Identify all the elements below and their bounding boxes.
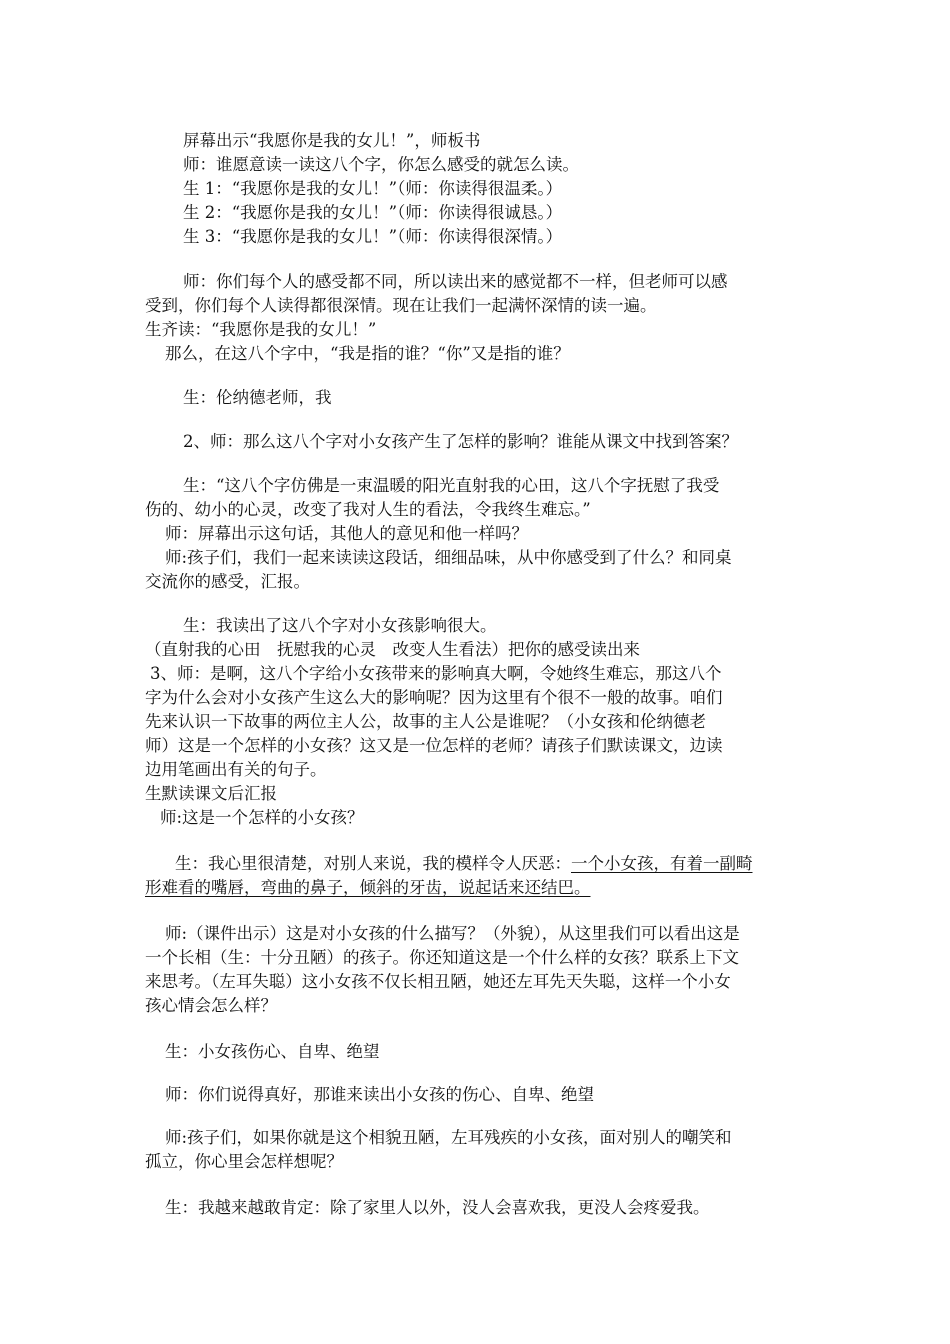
text-line: （直射我的心田 抚慰我的心灵 改变人生看法）把你的感受读出来: [145, 640, 640, 659]
text-line: 师:这是一个怎样的小女孩？: [160, 808, 364, 827]
text-line: 师:（课件出示）这是对小女孩的什么描写？（外貌），从这里我们可以看出这是: [165, 924, 740, 943]
text-line: 师：你们每个人的感受都不同，所以读出来的感觉都不一样，但老师可以感: [183, 272, 728, 291]
text-line: 3、师：是啊，这八个字给小女孩带来的影响真大啊，令她终生难忘，那这八个: [150, 664, 722, 683]
text-line: 边用笔画出有关的句子。: [145, 760, 327, 779]
text-line: 师）这是一个怎样的小女孩？这又是一位怎样的老师？请孩子们默读课文，边读: [145, 736, 723, 755]
text-line: 先来认识一下故事的两位主人公，故事的主人公是谁呢？（小女孩和伦纳德老: [145, 712, 706, 731]
text-line: 生：“这八个字仿佛是一束温暖的阳光直射我的心田，这八个字抚慰了我受: [183, 476, 720, 495]
text-line: 那么，在这八个字中，“我是指的谁？“你”又是指的谁？: [165, 344, 570, 363]
text-line: 生默读课文后汇报: [145, 784, 277, 803]
text-line: 字为什么会对小女孩产生这么大的影响呢？因为这里有个很不一般的故事。咱们: [145, 688, 723, 707]
text-line: 师：你们说得真好，那谁来读出小女孩的伤心、自卑、绝望: [165, 1085, 594, 1104]
text-line: 一个长相（生：十分丑陋）的孩子。你还知道这是一个什么样的女孩？联系上下文: [145, 948, 739, 967]
text-line: 生：我越来越敢肯定：除了家里人以外，没人会喜欢我，更没人会疼爱我。: [165, 1198, 710, 1217]
text-line: 师:孩子们，我们一起来读读这段话，细细品味，从中你感受到了什么？和同桌: [165, 548, 732, 567]
text-line: 生 2：“我愿你是我的女儿！”（师：你读得很诚恳。）: [183, 203, 563, 222]
text-line: 生齐读：“我愿你是我的女儿！”: [145, 320, 377, 339]
underlined-quote: 形难看的嘴唇，弯曲的鼻子，倾斜的牙齿，说起话来还结巴。: [145, 878, 591, 897]
text-line: 生：我读出了这八个字对小女孩影响很大。: [183, 616, 497, 635]
text-line: 孩心情会怎么样？: [145, 996, 277, 1015]
text-line: 生：小女孩伤心、自卑、绝望: [165, 1042, 380, 1061]
text-line: 生 3：“我愿你是我的女儿！”（师：你读得很深情。）: [183, 227, 563, 246]
text-line: 孤立，你心里会怎样想呢？: [145, 1152, 343, 1171]
text-line: [175, 852, 855, 876]
text-line: 师：屏幕出示这句话，其他人的意见和他一样吗？: [165, 524, 528, 543]
text-line: 生 1：“我愿你是我的女儿！”（师：你读得很温柔。）: [183, 179, 563, 198]
text-line: 受到，你们每个人读得都很深情。现在让我们一起满怀深情的读一遍。: [145, 296, 657, 315]
text-line: 生：伦纳德老师，我: [183, 388, 332, 407]
text-line: 师：谁愿意读一读这八个字，你怎么感受的就怎么读。: [183, 155, 579, 174]
text-line: 师:孩子们，如果你就是这个相貌丑陋，左耳残疾的小女孩，面对别人的嘲笑和: [165, 1128, 732, 1147]
text-line: 来思考。（左耳失聪）这小女孩不仅长相丑陋，她还左耳先天失聪，这样一个小女: [145, 972, 731, 991]
underlined-quote: 一个小女孩，有着一副畸: [571, 854, 753, 873]
text-line: 屏幕出示“我愿你是我的女儿！”，师板书: [183, 131, 481, 150]
text-segment: 生：我心里很清楚，对别人来说，我的模样令人厌恶：: [175, 854, 571, 873]
text-line: 伤的、幼小的心灵，改变了我对人生的看法，令我终生难忘。”: [145, 500, 591, 519]
text-line: 2、师：那么这八个字对小女孩产生了怎样的影响？谁能从课文中找到答案？: [183, 432, 738, 451]
text-line: 交流你的感受，汇报。: [145, 572, 310, 591]
